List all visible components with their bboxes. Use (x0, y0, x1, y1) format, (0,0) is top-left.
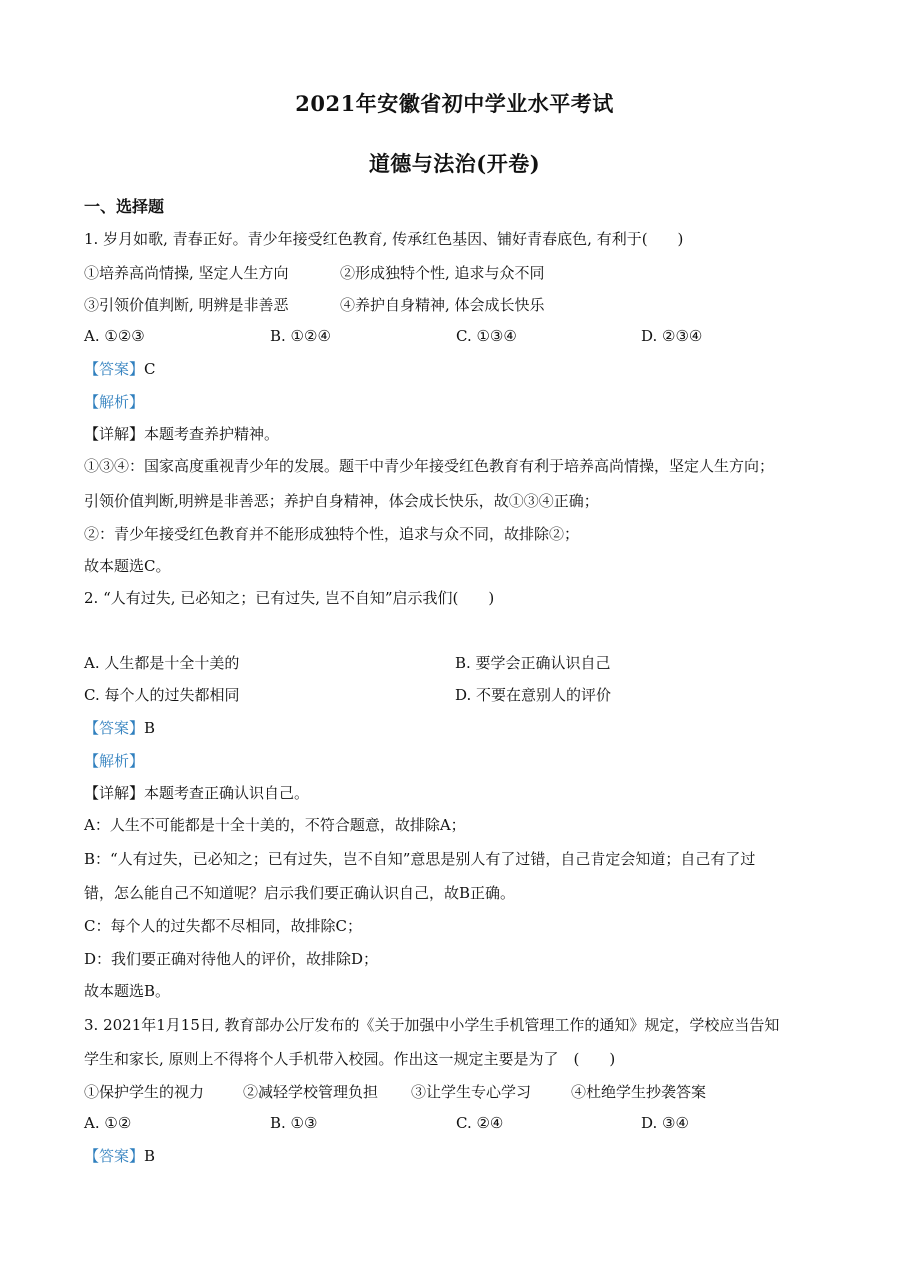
q1-detail-3: 引领价值判断,明辨是非善恶；养护自身精神，体会成长快乐，故①③④正确； (84, 492, 599, 510)
q1-detail-2: ①③④：国家高度重视青少年的发展。题干中青少年接受红色教育有利于培养高尚情操，坚定人生方向； (84, 457, 775, 475)
q1-analysis-tag: 【解析】 (84, 393, 145, 411)
q2-detail-5: C：每个人的过失都不尽相同，故排除C； (84, 917, 362, 935)
q2-option-b: B. 要学会正确认识自己 (455, 654, 611, 672)
answer-value: C (144, 360, 156, 378)
q3-answer (84, 1147, 155, 1165)
q3-item-3: ③让学生专心学习 (411, 1083, 532, 1101)
answer-value: B (144, 1147, 156, 1165)
q1-item-1: ①培养高尚情操, 坚定人生方向 (84, 264, 289, 282)
q3-item-1: ①保护学生的视力 (84, 1083, 205, 1101)
q2-detail-7: 故本题选B。 (84, 982, 171, 1000)
answer-tag: 【答案】 (84, 360, 145, 378)
q1-item-2: ②形成独特个性, 追求与众不同 (340, 264, 545, 282)
q1-item-3: ③引领价值判断, 明辨是非善恶 (84, 296, 289, 314)
answer-value: B (144, 719, 156, 737)
exam-subtitle: 道德与法治(开卷) (368, 151, 541, 176)
q1-detail-4: ②：青少年接受红色教育并不能形成独特个性，追求与众不同，故排除②； (84, 525, 580, 543)
q3-option-b: B. ①③ (270, 1114, 318, 1132)
exam-title: 2021年安徽省初中学业水平考试 (295, 91, 614, 116)
q1-option-b: B. ①②④ (270, 327, 331, 345)
q2-stem: 2. “人有过失, 已必知之；已有过失, 岂不自知”启示我们( ) (84, 589, 495, 607)
q2-option-d: D. 不要在意别人的评价 (455, 686, 612, 704)
q3-item-4: ④杜绝学生抄袭答案 (571, 1083, 707, 1101)
q1-detail-1: 【详解】本题考查养护精神。 (84, 425, 280, 443)
q2-detail-2: A：人生不可能都是十全十美的，不符合题意，故排除A； (84, 816, 466, 834)
q2-detail-4: 错，怎么能自己不知道呢？启示我们要正确认识自己，故B正确。 (84, 884, 516, 902)
q3-stem-line-1: 3. 2021年1月15日, 教育部办公厅发布的《关于加强中小学生手机管理工作的通知》规定，学校应当告知 (84, 1016, 780, 1034)
q1-option-d: D. ②③④ (641, 327, 703, 345)
q2-analysis-tag: 【解析】 (84, 752, 145, 770)
q2-option-a: A. 人生都是十全十美的 (84, 654, 240, 672)
q2-option-c: C. 每个人的过失都相同 (84, 686, 240, 704)
q2-answer (84, 719, 155, 737)
q1-detail-5: 故本题选C。 (84, 557, 171, 575)
q3-option-a: A. ①② (84, 1114, 132, 1132)
answer-tag: 【答案】 (84, 719, 145, 737)
q1-answer (84, 360, 156, 378)
q2-detail-1: 【详解】本题考查正确认识自己。 (84, 784, 310, 802)
q1-stem: 1. 岁月如歌, 青春正好。青少年接受红色教育, 传承红色基因、铺好青春底色, 有利于( ) (84, 230, 684, 248)
q2-detail-3: B：“人有过失，已必知之；已有过失，岂不自知”意思是别人有了过错，自己肯定会知道；自己有了过 (84, 850, 756, 868)
q3-item-2: ②减轻学校管理负担 (243, 1083, 379, 1101)
section-heading: 一、选择题 (84, 197, 165, 216)
q1-option-c: C. ①③④ (456, 327, 517, 345)
q3-option-c: C. ②④ (456, 1114, 504, 1132)
q1-item-4: ④养护自身精神, 体会成长快乐 (340, 296, 545, 314)
q2-detail-6: D：我们要正确对待他人的评价，故排除D； (84, 950, 379, 968)
answer-tag: 【答案】 (84, 1147, 145, 1165)
q3-stem-line-2: 学生和家长, 原则上不得将个人手机带入校园。作出这一规定主要是为了 ( ) (84, 1050, 616, 1068)
q1-option-a: A. ①②③ (84, 327, 145, 345)
q3-option-d: D. ③④ (641, 1114, 689, 1132)
